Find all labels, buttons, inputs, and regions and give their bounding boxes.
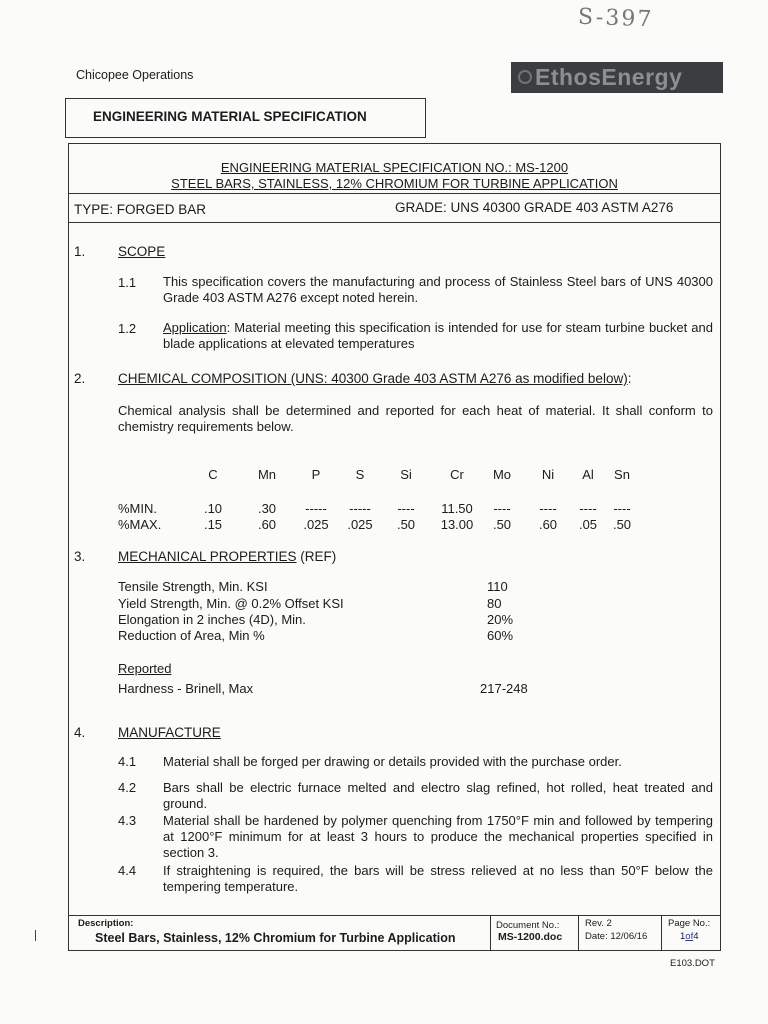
hardness-label: Hardness - Brinell, Max	[118, 681, 254, 696]
element-symbol: Si	[400, 467, 412, 482]
hardness-value: 217-248	[480, 681, 528, 696]
min-value: ----	[397, 501, 415, 516]
footer-divider-vertical	[490, 915, 491, 951]
max-value: .60	[257, 517, 277, 532]
section-title-scope: SCOPE	[118, 244, 166, 259]
document-title: ENGINEERING MATERIAL SPECIFICATION	[93, 109, 367, 124]
max-row-label: %MAX.	[118, 517, 162, 532]
element-symbol: Sn	[614, 467, 630, 482]
mechanical-title-ref: (REF)	[296, 549, 337, 564]
item-number: 4.3	[118, 813, 137, 828]
min-value: -----	[305, 501, 327, 516]
footer-divider	[68, 915, 721, 916]
manufacture-item: Material shall be hardened by polymer quenching from 1750°F min and followed by tempering at 1200°F minimum for at least 3 hours to produce the mechanical properties specified in section 3.	[163, 813, 713, 860]
section-number: 4.	[74, 725, 86, 740]
manufacture-item: Bars shall be electric furnace melted and electro slag refined, hot rolled, heat treated and ground.	[163, 780, 713, 811]
property-value: 20%	[487, 612, 514, 627]
max-value: .15	[203, 517, 223, 532]
section-number: 2.	[74, 371, 86, 386]
application-body: : Material meeting this specification is intended for use for steam turbine bucket and blade applications at elevated temperatures	[163, 320, 713, 351]
min-value: -----	[349, 501, 371, 516]
margin-mark	[35, 930, 36, 941]
max-value: .50	[396, 517, 416, 532]
form-code: E103.DOT	[670, 958, 715, 969]
document-number-value: MS-1200.doc	[498, 931, 563, 943]
min-value: 11.50	[441, 501, 473, 516]
element-symbol: C	[208, 467, 218, 482]
divider	[68, 222, 721, 223]
spec-subject: STEEL BARS, STAINLESS, 12% CHROMIUM FOR TURBINE APPLICATION	[171, 176, 618, 191]
chemical-title-colon: :	[627, 371, 632, 386]
min-row-label: %MIN.	[118, 501, 157, 516]
chemical-text: Chemical analysis shall be determined and reported for each heat of material. It shall conform to chemistry requirements below.	[118, 403, 713, 434]
company-name: Chicopee Operations	[76, 68, 194, 82]
page-current: 1	[680, 931, 686, 942]
mechanical-title: MECHANICAL PROPERTIES	[118, 549, 297, 564]
scope-text: This specification covers the manufacturing and process of Stainless Steel bars of UNS 40300 Grade 403 ASTM A276 except noted herein.	[163, 274, 713, 305]
manufacture-item: Material shall be forged per drawing or details provided with the purchase order.	[163, 754, 622, 769]
divider	[68, 193, 721, 194]
section-title-manufacture: MANUFACTURE	[118, 725, 221, 740]
min-value: ----	[493, 501, 511, 516]
page-total: 4	[693, 931, 699, 942]
document-title-box	[65, 98, 426, 138]
max-value: .025	[303, 517, 329, 532]
min-value: ----	[579, 501, 597, 516]
item-number: 4.1	[118, 754, 137, 769]
max-value: .025	[347, 517, 373, 532]
max-value: .50	[492, 517, 512, 532]
element-symbol: Al	[582, 467, 594, 482]
section-title-chemical	[118, 371, 631, 386]
min-value: .10	[203, 501, 223, 516]
logo-text: EthosEnergy	[535, 64, 683, 90]
item-number: 4.4	[118, 863, 137, 878]
application-text	[163, 320, 713, 352]
max-value: 13.00	[440, 517, 474, 532]
revision-date: Date: 12/06/16	[585, 931, 648, 942]
section-number: 3.	[74, 549, 86, 564]
section-title-mechanical	[118, 549, 336, 564]
footer-divider-vertical	[578, 915, 579, 951]
max-value: .50	[612, 517, 632, 532]
section-number: 1.	[74, 244, 86, 259]
item-number: 4.2	[118, 780, 137, 795]
property-value: 60%	[487, 628, 514, 643]
company-logo	[511, 62, 723, 93]
description-label: Description:	[78, 918, 134, 929]
chemical-title: CHEMICAL COMPOSITION (UNS: 40300 Grade 403 ASTM A276 as modified below)	[118, 371, 628, 386]
revision: Rev. 2	[585, 918, 612, 929]
logo-mark-icon	[518, 70, 532, 84]
element-symbol: Ni	[541, 467, 555, 482]
max-value: .60	[538, 517, 558, 532]
element-symbol: Cr	[450, 467, 464, 482]
page-indicator	[680, 931, 699, 942]
handwritten-note: S-397	[577, 4, 654, 33]
element-symbol: Mo	[492, 467, 512, 482]
property-label: Yield Strength, Min. @ 0.2% Offset KSI	[118, 596, 344, 611]
description-value: Steel Bars, Stainless, 12% Chromium for Turbine Application	[95, 931, 456, 945]
property-label: Tensile Strength, Min. KSI	[118, 579, 268, 594]
element-symbol: Mn	[257, 467, 277, 482]
property-value: 80	[487, 596, 502, 611]
element-symbol: P	[311, 467, 321, 482]
footer-divider-vertical	[661, 915, 662, 951]
material-grade: GRADE: UNS 40300 GRADE 403 ASTM A276	[395, 200, 674, 215]
reported-heading: Reported	[118, 661, 172, 676]
document-number-label: Document No.:	[496, 920, 560, 931]
material-type: TYPE: FORGED BAR	[74, 202, 207, 217]
spec-number: ENGINEERING MATERIAL SPECIFICATION NO.: MS-1200	[220, 160, 569, 175]
property-label: Reduction of Area, Min %	[118, 628, 265, 643]
max-value: .05	[578, 517, 598, 532]
min-value: ----	[539, 501, 557, 516]
min-value: ----	[613, 501, 631, 516]
element-symbol: S	[355, 467, 365, 482]
page-of-link[interactable]: of	[685, 931, 694, 942]
property-label: Elongation in 2 inches (4D), Min.	[118, 612, 306, 627]
item-number: 1.1	[118, 275, 137, 290]
property-value: 110	[487, 579, 508, 594]
page-number-label: Page No.:	[668, 918, 711, 929]
item-number: 1.2	[118, 321, 137, 336]
manufacture-item: If straightening is required, the bars will be stress relieved at no less than 50°F below the tempering temperature.	[163, 863, 713, 894]
application-label: Application	[163, 320, 227, 335]
min-value: .30	[257, 501, 277, 516]
